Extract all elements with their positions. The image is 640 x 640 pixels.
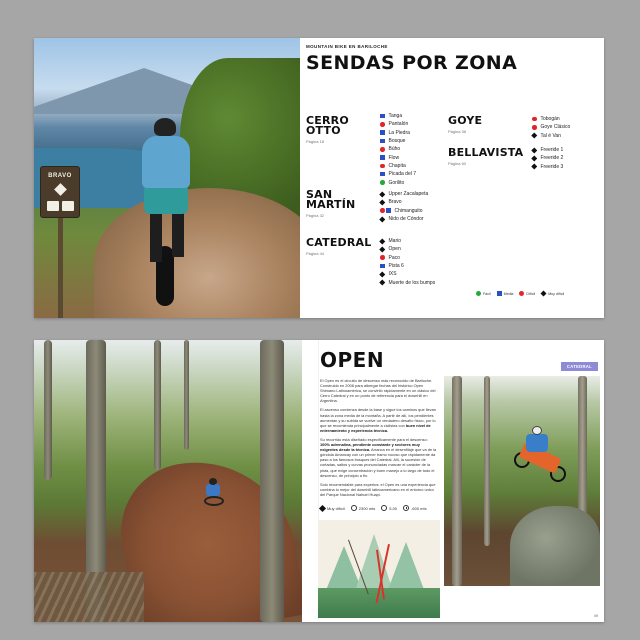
bike-icon (62, 201, 74, 211)
difficulty-diamond-icon (380, 191, 385, 196)
trail-item (380, 129, 416, 137)
biker-illustration (204, 478, 224, 508)
rock-illustration (510, 506, 600, 586)
trail-item (380, 170, 416, 178)
legend-item (476, 291, 491, 296)
paragraph-text: Solo recomendable para expertos: el Open es una experiencia que combina lo mejor del downhill latinoamericano en el entorno único del Parque Nacional Nahuel Huapi. (320, 481, 436, 497)
difficulty-square-icon (380, 264, 385, 269)
trail-name: Freeride 3 (540, 163, 564, 170)
trail-title: OPEN (320, 348, 385, 372)
sign-pictograms (47, 201, 75, 211)
trail-item (380, 215, 428, 223)
difficulty-square-icon (386, 208, 391, 213)
legend-label: Difícil (526, 291, 536, 296)
emphasis-text: 100% adrenalina, pendiente constante y sectores muy exigentes desde la técnica. (320, 442, 420, 453)
trail-name: Freeride 1 (540, 147, 564, 154)
zone-goye (448, 116, 482, 134)
trail-item (380, 278, 435, 286)
trail-name: Tobogán (540, 116, 560, 123)
jumping-rider-illustration (512, 426, 572, 486)
trail-map-illustration (318, 520, 440, 618)
difficulty-diamond-icon (541, 290, 547, 296)
trail-name: Gorilito (388, 179, 405, 186)
zone-name: CATEDRAL (306, 236, 372, 249)
zone-page-ref: Página 44 (306, 251, 325, 256)
trail-item (532, 123, 570, 131)
trail-list-cerro-otto (380, 112, 416, 187)
paragraph-text: Su recorrido está diseñado específicamente para el descenso: (320, 436, 428, 442)
trail-item (532, 154, 563, 162)
trail-item (380, 198, 428, 206)
trail-item (380, 153, 416, 161)
legend-label: Media (503, 291, 514, 296)
trail-name: Bosque (388, 138, 406, 145)
mtb-downhill-photo (34, 38, 300, 318)
zone-page-ref: Página 18 (306, 139, 325, 144)
difficulty-dot-icon (519, 291, 524, 296)
trail-item (532, 146, 563, 154)
hiker-icon (47, 201, 59, 211)
trail-name: La Piedra (388, 129, 410, 136)
description-paragraph (320, 482, 438, 497)
difficulty-dot-icon (380, 164, 385, 169)
trail-name: Muerte de los bumps (388, 279, 436, 286)
difficulty-dot-icon (380, 147, 385, 152)
difficulty-square-icon (380, 139, 385, 144)
stat-label: Muy difícil (327, 505, 345, 511)
trail-description (320, 378, 438, 501)
trail-name: Freeride 2 (540, 155, 564, 162)
zone-san-martin (306, 190, 355, 218)
legend-label: Fácil (483, 291, 491, 296)
trail-name: IXS (388, 271, 397, 278)
difficulty-dot-icon (380, 180, 385, 185)
trail-item (532, 163, 563, 171)
trail-stat (351, 505, 375, 511)
trail-name: Bravo (388, 199, 402, 206)
difficulty-dot-icon (476, 291, 481, 296)
difficulty-dot-icon (532, 125, 537, 130)
zone-page-ref: Página 58 (448, 129, 467, 134)
difficulty-diamond-icon (380, 272, 385, 277)
page-number: 49 (593, 614, 598, 618)
trail-item (380, 178, 416, 186)
trail-item (380, 207, 428, 215)
difficulty-dot-icon (380, 255, 385, 260)
trail-item (380, 137, 416, 145)
difficulty-diamond-icon (380, 200, 385, 205)
bottom-spread (34, 340, 604, 622)
emphasis-text: buen nivel de entrenamiento y experiencia técnica. (320, 422, 431, 433)
trail-stats (320, 505, 427, 511)
distance-icon (381, 505, 387, 511)
difficulty-diamond-icon (380, 238, 385, 243)
zone-bellavista (448, 148, 523, 166)
legend-item (541, 291, 564, 296)
zone-name: GOYE (448, 114, 483, 127)
rider-jump-photo (444, 376, 600, 586)
zone-name: SAN MARTÍN (306, 188, 356, 211)
difficulty-square-icon (380, 155, 385, 160)
difficulty-square-icon (380, 172, 385, 177)
trail-item (380, 145, 416, 153)
stat-label: 5,00 (389, 505, 398, 511)
trail-name: Upper Zacalapeta (388, 191, 429, 198)
trail-name: Pantalón (388, 121, 409, 128)
forest-trail-photo (34, 340, 302, 622)
difficulty-legend (476, 291, 564, 296)
difficulty-dot-icon (380, 122, 385, 127)
trail-name: Búho (388, 146, 401, 153)
zone-tag: CATEDRAL (561, 362, 598, 371)
trail-name: Tal é Van (540, 132, 561, 139)
difficulty-diamond-icon (380, 247, 385, 252)
legend-item (497, 291, 514, 296)
trail-name: Chimanguito (394, 207, 423, 214)
difficulty-square-icon (380, 114, 385, 119)
trail-name: Pista 6 (388, 263, 404, 270)
trail-item (380, 190, 428, 198)
stat-label: -600 mts (411, 505, 427, 511)
stat-label: 2300 mts (358, 505, 376, 511)
trail-name: Tanga (388, 113, 403, 120)
trail-item (380, 262, 435, 270)
clock-icon (403, 505, 409, 511)
trail-sign-label: BRAVO (48, 173, 72, 179)
trail-item (380, 254, 435, 262)
difficulty-diamond-icon (380, 216, 385, 221)
trail-name: Nido de Cóndor (388, 216, 424, 223)
zone-name: BELLAVISTA (448, 146, 524, 159)
trail-name: Mario (388, 238, 402, 245)
zone-name: CERRO OTTO (306, 114, 349, 137)
difficulty-dot-icon (532, 117, 537, 122)
zone-page-ref: Página 32 (306, 213, 325, 218)
trail-list-san-martin (380, 190, 428, 223)
trail-item (380, 237, 435, 245)
difficulty-square-icon (380, 130, 385, 135)
altitude-icon (351, 505, 357, 511)
difficulty-diamond-icon (532, 133, 537, 138)
trail-name: Open (388, 246, 401, 253)
section-kicker: MOUNTAIN BIKE EN BARILOCHE (306, 44, 388, 49)
top-spread (34, 38, 604, 318)
legend-item (519, 291, 535, 296)
difficulty-diamond-icon (532, 156, 537, 161)
paragraph-text: Arranca en el desenfilaje que va de la góndola Amancay con un primer tramo rocoso que rápidamente da paso a los famosos bosques del Catedral. Allí, la sucesión de cortadas, saltos y curvas pronunciadas marcan el carácter de la pista, que exige concentración y buen manejo a lo largo de todo el descenso, de principio a fin. (320, 447, 437, 478)
tree-roots-illustration (34, 572, 144, 622)
zone-cerro-otto (306, 116, 349, 144)
paragraph-text: El ascenso comienza desde la base y sigue los caminos que llevan hasta la zona media de la montaña. A partir de allí, los pendientes aumentan y su subida se vuelve un verdadero desafío físico, por lo que se recomienda principalmente a ciclistas con (320, 407, 436, 428)
sign-post (58, 208, 63, 318)
trail-list-goye (532, 115, 570, 140)
rider-illustration (134, 118, 204, 308)
difficulty-diamond-icon (532, 164, 537, 169)
difficulty-combo-icon (380, 208, 391, 213)
trail-item (380, 162, 416, 170)
trail-item (532, 132, 570, 140)
trail-stat (320, 506, 345, 511)
description-paragraph (320, 378, 438, 403)
difficulty-square-icon (497, 291, 502, 296)
page-title: SENDAS POR ZONA (306, 52, 518, 74)
zone-catedral (306, 238, 371, 256)
difficulty-diamond-icon (532, 147, 537, 152)
trail-stat (381, 505, 397, 511)
trail-name: Picada del 7 (388, 171, 417, 178)
trail-name: Chapita (388, 162, 406, 169)
trail-name: Paco (388, 254, 400, 261)
description-paragraph (320, 437, 438, 478)
trail-item (380, 245, 435, 253)
trail-item (380, 112, 416, 120)
trail-name: Flow (388, 154, 400, 161)
trail-item (380, 120, 416, 128)
legend-label: Muy difícil (548, 291, 565, 296)
difficulty-diamond-icon (54, 183, 67, 196)
description-paragraph (320, 407, 438, 432)
trail-item (532, 115, 570, 123)
difficulty-diamond-icon (380, 280, 385, 285)
trail-name: Goye Clásico (540, 124, 571, 131)
trail-list-catedral (380, 237, 435, 287)
difficulty-dot-icon (380, 208, 385, 213)
paragraph-text: El Open es el circuito de descenso más reconocido de Bariloche. Construido en 2008 para albergar fechas del histórico Open Shimano Latinoamérica, se convirtió rápidamente en un clásico del Cerro Catedral y en un punto de referencia para el downhill en Argentina. (320, 378, 436, 404)
trail-stat (403, 505, 427, 511)
trail-sign (40, 166, 80, 218)
zone-page-ref: Página 60 (448, 161, 467, 166)
difficulty-diamond-icon (319, 504, 326, 511)
trail-list-bellavista (532, 146, 563, 171)
trail-item (380, 270, 435, 278)
